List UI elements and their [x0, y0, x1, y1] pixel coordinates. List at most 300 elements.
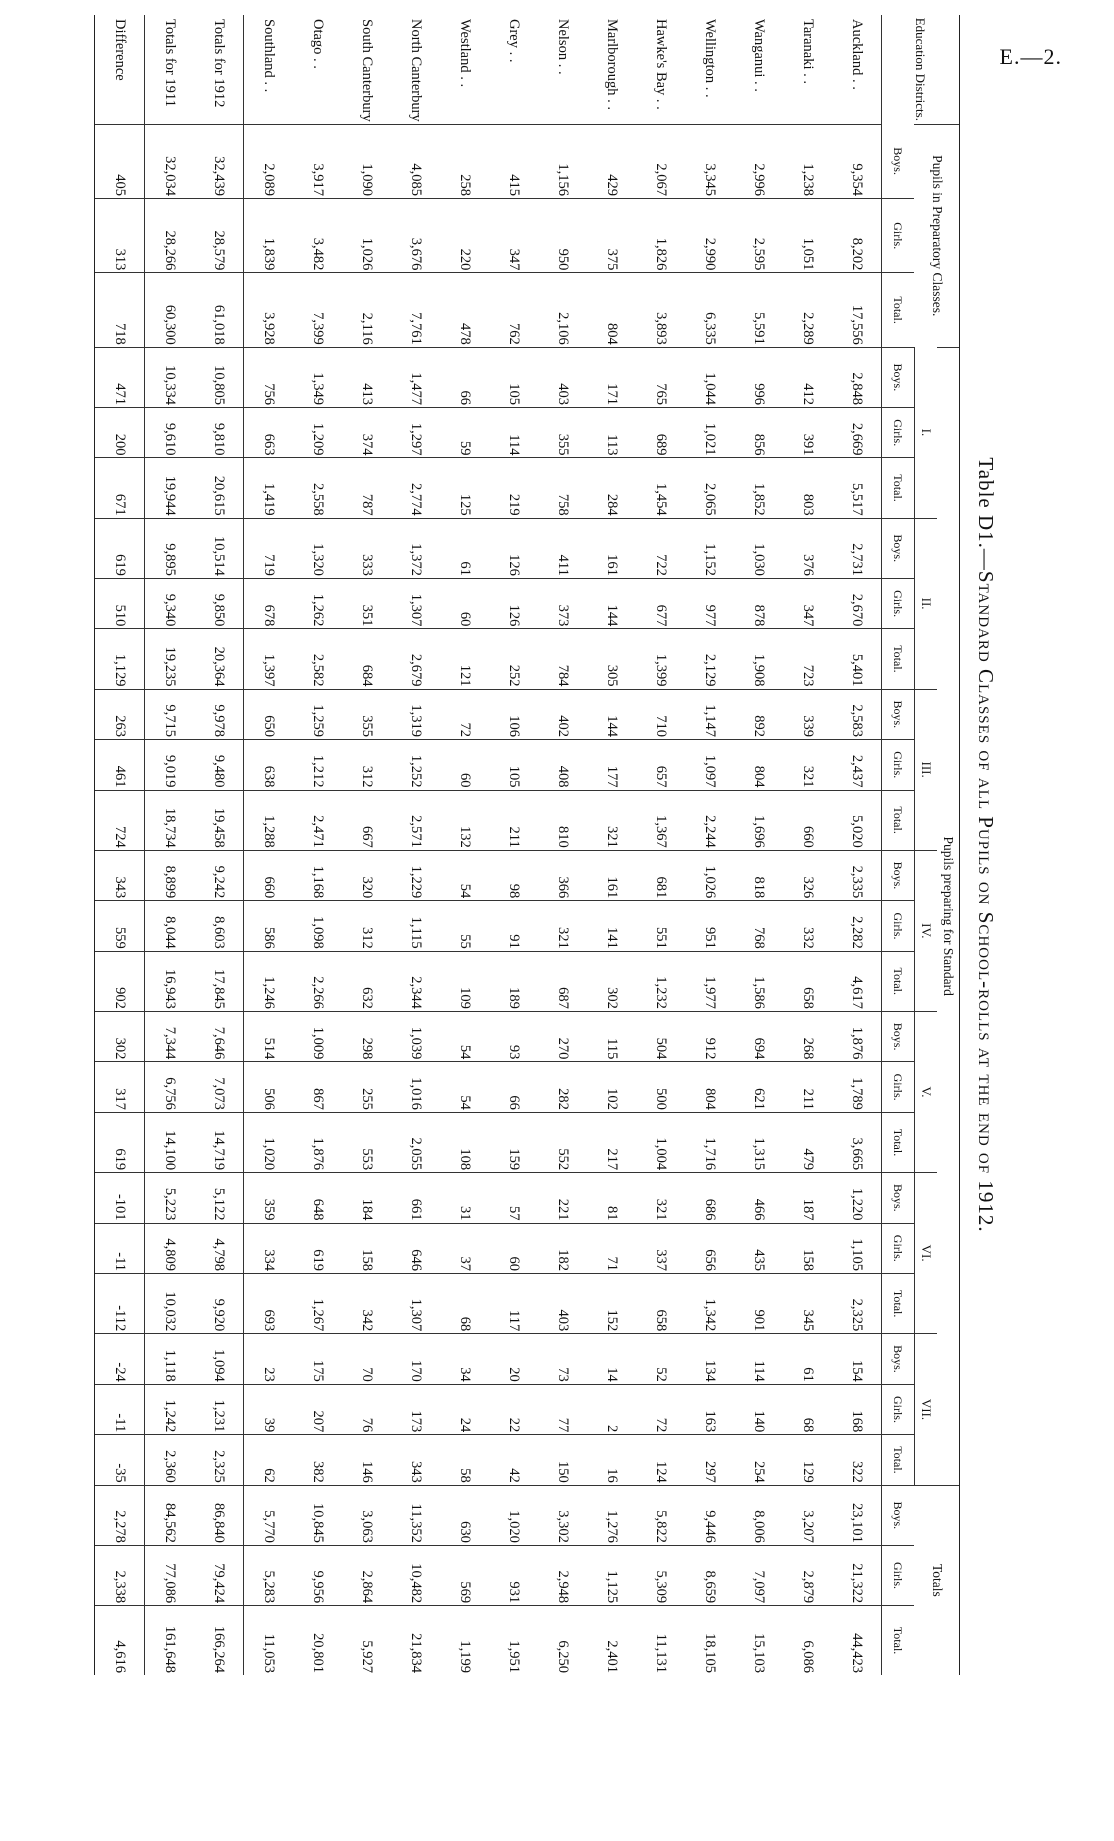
- table-cell: 18,734: [145, 790, 195, 850]
- table-cell: 5,591: [734, 273, 783, 347]
- table-cell: 8,202: [832, 199, 882, 273]
- district-name: Nelson . .: [555, 19, 571, 75]
- table-cell: 3,345: [685, 124, 734, 198]
- table-cell: 681: [636, 850, 685, 900]
- table-cell: 54: [440, 850, 489, 900]
- table-cell: 86,840: [194, 1485, 244, 1545]
- table-cell: 510: [95, 578, 145, 628]
- table-row: [734, 15, 783, 1675]
- table-row: [538, 15, 587, 1675]
- district-name: North Canterbury: [408, 19, 424, 122]
- header-totals: Totals: [915, 1485, 960, 1675]
- table-cell: 182: [538, 1223, 587, 1273]
- table-cell: 7,097: [734, 1545, 783, 1605]
- table-cell: 1,586: [734, 951, 783, 1011]
- table-cell: 1,367: [636, 790, 685, 850]
- table-cell: 2,089: [244, 124, 294, 198]
- table-cell: 320: [342, 850, 391, 900]
- table-cell: 14: [587, 1334, 636, 1384]
- table-cell: 784: [538, 629, 587, 689]
- table-cell: 5,927: [342, 1606, 391, 1675]
- table-cell: 671: [95, 458, 145, 518]
- table-cell: 2,055: [391, 1112, 440, 1172]
- table-cell: 2,065: [685, 458, 734, 518]
- header-total: Total.: [882, 273, 915, 347]
- table-cell: 72: [636, 1384, 685, 1434]
- table-cell: 5,517: [832, 458, 882, 518]
- table-cell: 2,848: [832, 347, 882, 407]
- table-cell: 102: [587, 1062, 636, 1112]
- table-row: [783, 15, 832, 1675]
- table-cell: 996: [734, 347, 783, 407]
- table-cell: 569: [440, 1545, 489, 1605]
- totals-row: [145, 15, 195, 1675]
- table-cell: 803: [783, 458, 832, 518]
- table-cell: 21,834: [391, 1606, 440, 1675]
- table-cell: 6,250: [538, 1606, 587, 1675]
- table-cell: 1,030: [734, 518, 783, 578]
- table-cell: 1,349: [293, 347, 342, 407]
- table-cell: 141: [587, 901, 636, 951]
- table-cell: 902: [95, 951, 145, 1011]
- table-cell: 154: [832, 1334, 882, 1384]
- table-cell: 39: [244, 1384, 294, 1434]
- table-cell: 20,615: [194, 458, 244, 518]
- table-cell: 657: [636, 740, 685, 790]
- table-cell: 1,026: [685, 850, 734, 900]
- table-cell: 1,789: [832, 1062, 882, 1112]
- table-cell: 901: [734, 1274, 783, 1334]
- table-cell: 332: [783, 901, 832, 951]
- table-cell: 2,282: [832, 901, 882, 951]
- table-cell: 334: [244, 1223, 294, 1273]
- table-cell: 144: [587, 578, 636, 628]
- table-cell: 1,026: [342, 199, 391, 273]
- table-cell: 60,300: [145, 273, 195, 347]
- table-cell: 21,322: [832, 1545, 882, 1605]
- table-cell: 10,845: [293, 1485, 342, 1545]
- table-cell: 366: [538, 850, 587, 900]
- table-row: [293, 15, 342, 1675]
- table-cell: 4,616: [95, 1606, 145, 1675]
- table-row: [685, 15, 734, 1675]
- table-cell: 5,309: [636, 1545, 685, 1605]
- header-standard-5: V.: [915, 1011, 938, 1172]
- table-cell: 254: [734, 1435, 783, 1485]
- table-cell: 9,810: [194, 407, 244, 457]
- table-cell: 912: [685, 1011, 734, 1061]
- table-cell: 20: [489, 1334, 538, 1384]
- table-cell: 403: [538, 347, 587, 407]
- table-row: [391, 15, 440, 1675]
- table-cell: 1,876: [832, 1011, 882, 1061]
- header-boys: Boys.: [882, 518, 915, 578]
- table-cell: 1,696: [734, 790, 783, 850]
- table-cell: 321: [636, 1173, 685, 1223]
- table-cell: 345: [783, 1274, 832, 1334]
- table-cell: -11: [95, 1223, 145, 1273]
- table-cell: 9,446: [685, 1485, 734, 1545]
- table-cell: 34: [440, 1334, 489, 1384]
- table-cell: 219: [489, 458, 538, 518]
- table-cell: 161,648: [145, 1606, 195, 1675]
- table-cell: 878: [734, 578, 783, 628]
- table-cell: 302: [95, 1011, 145, 1061]
- table-cell: 9,895: [145, 518, 195, 578]
- table-cell: 2,595: [734, 199, 783, 273]
- table-cell: 1,977: [685, 951, 734, 1011]
- table-cell: 81: [587, 1173, 636, 1223]
- table-cell: 115: [587, 1011, 636, 1061]
- table-cell: 758: [538, 458, 587, 518]
- table-cell: 76: [342, 1384, 391, 1434]
- table-cell: 1,276: [587, 1485, 636, 1545]
- table-cell: 117: [489, 1274, 538, 1334]
- header-girls: Girls.: [882, 407, 915, 457]
- table-cell: 326: [783, 850, 832, 900]
- table-cell: 7,761: [391, 273, 440, 347]
- header-girls: Girls.: [882, 1384, 915, 1434]
- table-cell: 1,129: [95, 629, 145, 689]
- table-cell: 677: [636, 578, 685, 628]
- table-cell: 1,246: [244, 951, 294, 1011]
- table-cell: 114: [734, 1334, 783, 1384]
- table-cell: 140: [734, 1384, 783, 1434]
- table-cell: 10,334: [145, 347, 195, 407]
- table-cell: 263: [95, 689, 145, 739]
- table-cell: 663: [244, 407, 294, 457]
- table-cell: 4,809: [145, 1223, 195, 1273]
- table-cell: 1,477: [391, 347, 440, 407]
- table-cell: 660: [783, 790, 832, 850]
- table-cell: 411: [538, 518, 587, 578]
- table-cell: 200: [95, 407, 145, 457]
- table-cell: 11,131: [636, 1606, 685, 1675]
- table-cell: 632: [342, 951, 391, 1011]
- table-cell: 724: [95, 790, 145, 850]
- table-cell: 1,252: [391, 740, 440, 790]
- table-cell: 478: [440, 273, 489, 347]
- table-cell: 343: [95, 850, 145, 900]
- header-girls: Girls.: [882, 1223, 915, 1273]
- table-cell: 2,471: [293, 790, 342, 850]
- table-cell: 382: [293, 1435, 342, 1485]
- table-cell: 37: [440, 1223, 489, 1273]
- table-cell: 61: [783, 1334, 832, 1384]
- table-cell: 678: [244, 578, 294, 628]
- table-cell: 359: [244, 1173, 294, 1223]
- table-cell: 1,716: [685, 1112, 734, 1172]
- header-girls: Girls.: [882, 1545, 915, 1605]
- table-cell: 1,147: [685, 689, 734, 739]
- header-education-districts: Education Districts.: [882, 15, 960, 124]
- table-cell: 1,152: [685, 518, 734, 578]
- page-reference: E.—2.: [999, 44, 1062, 69]
- table-cell: 189: [489, 951, 538, 1011]
- table-cell: 1,125: [587, 1545, 636, 1605]
- table-cell: 413: [342, 347, 391, 407]
- district-name: Westland . .: [457, 19, 473, 88]
- table-cell: 1,242: [145, 1384, 195, 1434]
- table-cell: 1,016: [391, 1062, 440, 1112]
- table-cell: 3,665: [832, 1112, 882, 1172]
- header-boys: Boys.: [882, 124, 915, 198]
- table-cell: 756: [244, 347, 294, 407]
- table-cell: 3,302: [538, 1485, 587, 1545]
- table-cell: 656: [685, 1223, 734, 1273]
- header-standard-6: VI.: [915, 1173, 938, 1334]
- table-cell: 1,259: [293, 689, 342, 739]
- table-cell: 60: [489, 1223, 538, 1273]
- table-cell: 3,893: [636, 273, 685, 347]
- table-cell: 134: [685, 1334, 734, 1384]
- table-cell: 619: [95, 518, 145, 578]
- header-standard-3: III.: [915, 689, 938, 850]
- header-boys: Boys.: [882, 347, 915, 407]
- table-cell: 60: [440, 578, 489, 628]
- table-cell: 9,978: [194, 689, 244, 739]
- table-row: [587, 15, 636, 1675]
- table-cell: 282: [538, 1062, 587, 1112]
- table-cell: 163: [685, 1384, 734, 1434]
- table-cell: 10,514: [194, 518, 244, 578]
- table-cell: 931: [489, 1545, 538, 1605]
- table-cell: 553: [342, 1112, 391, 1172]
- header-total: Total.: [882, 1112, 915, 1172]
- table-cell: 658: [636, 1274, 685, 1334]
- table-cell: 2,401: [587, 1606, 636, 1675]
- table-cell: 375: [587, 199, 636, 273]
- table-cell: 9,340: [145, 578, 195, 628]
- table-cell: 9,610: [145, 407, 195, 457]
- table-cell: 108: [440, 1112, 489, 1172]
- table-cell: 2,344: [391, 951, 440, 1011]
- header-pupils-preparing: Pupils preparing for Standard: [937, 347, 960, 1485]
- table-cell: 3,207: [783, 1485, 832, 1545]
- table-cell: 684: [342, 629, 391, 689]
- table-cell: 161: [587, 850, 636, 900]
- table-cell: 408: [538, 740, 587, 790]
- table-cell: 762: [489, 273, 538, 347]
- table-cell: 2,731: [832, 518, 882, 578]
- table-cell: 312: [342, 740, 391, 790]
- table-cell: 892: [734, 689, 783, 739]
- table-cell: 268: [783, 1011, 832, 1061]
- table-cell: 710: [636, 689, 685, 739]
- table-cell: 298: [342, 1011, 391, 1061]
- table-cell: -101: [95, 1173, 145, 1223]
- table-cell: 667: [342, 790, 391, 850]
- table-cell: 2,106: [538, 273, 587, 347]
- table-cell: 856: [734, 407, 783, 457]
- table-cell: 351: [342, 578, 391, 628]
- table-cell: 6,756: [145, 1062, 195, 1112]
- table-cell: 619: [293, 1223, 342, 1273]
- table-title-prefix: Table D1.—: [974, 457, 998, 571]
- table-cell: 55: [440, 901, 489, 951]
- header-total: Total.: [882, 951, 915, 1011]
- table-cell: 109: [440, 951, 489, 1011]
- table-cell: 14,100: [145, 1112, 195, 1172]
- table-cell: 804: [685, 1062, 734, 1112]
- district-name: Taranaki . .: [800, 19, 816, 85]
- table-cell: 2,325: [832, 1274, 882, 1334]
- table-cell: 15,103: [734, 1606, 783, 1675]
- table-cell: 166,264: [194, 1606, 244, 1675]
- table-cell: 207: [293, 1384, 342, 1434]
- table-cell: 8,603: [194, 901, 244, 951]
- table-cell: 694: [734, 1011, 783, 1061]
- table-cell: 14,719: [194, 1112, 244, 1172]
- table-cell: -24: [95, 1334, 145, 1384]
- table-cell: 347: [783, 578, 832, 628]
- table-cell: 211: [783, 1062, 832, 1112]
- table-cell: 255: [342, 1062, 391, 1112]
- table-cell: 1,307: [391, 1274, 440, 1334]
- table-cell: 1,826: [636, 199, 685, 273]
- table-cell: 3,482: [293, 199, 342, 273]
- table-cell: 1,098: [293, 901, 342, 951]
- table-cell: 415: [489, 124, 538, 198]
- table-cell: 221: [538, 1173, 587, 1223]
- table-cell: 559: [95, 901, 145, 951]
- table-cell: 9,242: [194, 850, 244, 900]
- district-name: Otago . .: [310, 19, 326, 69]
- table-cell: 2,582: [293, 629, 342, 689]
- table-cell: 23: [244, 1334, 294, 1384]
- table-cell: 646: [391, 1223, 440, 1273]
- table-cell: 171: [587, 347, 636, 407]
- table-cell: 1,908: [734, 629, 783, 689]
- table-cell: 630: [440, 1485, 489, 1545]
- table-cell: 5,283: [244, 1545, 294, 1605]
- table-cell: 312: [342, 901, 391, 951]
- table-cell: 5,020: [832, 790, 882, 850]
- table-cell: 10,805: [194, 347, 244, 407]
- table-cell: 158: [783, 1223, 832, 1273]
- table-cell: 270: [538, 1011, 587, 1061]
- table-cell: 2,990: [685, 199, 734, 273]
- table-cell: 2,266: [293, 951, 342, 1011]
- district-name: Grey . .: [506, 19, 522, 63]
- table-cell: 1,372: [391, 518, 440, 578]
- table-cell: 17,556: [832, 273, 882, 347]
- table-cell: 11,352: [391, 1485, 440, 1545]
- table-cell: 20,364: [194, 629, 244, 689]
- table-cell: 3,676: [391, 199, 440, 273]
- table-cell: 867: [293, 1062, 342, 1112]
- table-cell: 144: [587, 689, 636, 739]
- district-name: Wanganui . .: [751, 19, 767, 92]
- table-cell: 650: [244, 689, 294, 739]
- table-cell: 66: [489, 1062, 538, 1112]
- table-cell: 152: [587, 1274, 636, 1334]
- table-cell: 951: [685, 901, 734, 951]
- table-cell: 54: [440, 1062, 489, 1112]
- table-cell: 9,715: [145, 689, 195, 739]
- table-cell: 32,439: [194, 124, 244, 198]
- table-cell: 57: [489, 1173, 538, 1223]
- header-boys: Boys.: [882, 1011, 915, 1061]
- table-cell: 2,670: [832, 578, 882, 628]
- table-cell: 105: [489, 347, 538, 407]
- district-name: South Canterbury: [359, 19, 375, 122]
- table-cell: 125: [440, 458, 489, 518]
- table-cell: 5,770: [244, 1485, 294, 1545]
- table-cell: 402: [538, 689, 587, 739]
- table-cell: 7,073: [194, 1062, 244, 1112]
- table-cell: 2,129: [685, 629, 734, 689]
- table-cell: 105: [489, 740, 538, 790]
- table-cell: 5,822: [636, 1485, 685, 1545]
- table-cell: 8,044: [145, 901, 195, 951]
- table-cell: 1,315: [734, 1112, 783, 1172]
- table-cell: 114: [489, 407, 538, 457]
- table-cell: 660: [244, 850, 294, 900]
- table-cell: 950: [538, 199, 587, 273]
- table-row: [244, 15, 294, 1675]
- table-cell: 313: [95, 199, 145, 273]
- header-total: Total.: [882, 458, 915, 518]
- table-cell: 297: [685, 1435, 734, 1485]
- table-cell: 9,956: [293, 1545, 342, 1605]
- table-cell: 3,917: [293, 124, 342, 198]
- table-cell: 23,101: [832, 1485, 882, 1545]
- table-cell: 1,021: [685, 407, 734, 457]
- table-cell: 412: [783, 347, 832, 407]
- table-cell: 2,338: [95, 1545, 145, 1605]
- table-cell: 9,850: [194, 578, 244, 628]
- table-cell: 187: [783, 1173, 832, 1223]
- table-cell: 68: [783, 1384, 832, 1434]
- table-row: [832, 15, 882, 1675]
- table-cell: 62: [244, 1435, 294, 1485]
- table-cell: 168: [832, 1384, 882, 1434]
- table-cell: 2,558: [293, 458, 342, 518]
- table-cell: 20,801: [293, 1606, 342, 1675]
- header-standard-2: II.: [915, 518, 938, 689]
- table-cell: 1,307: [391, 578, 440, 628]
- table-cell: 337: [636, 1223, 685, 1273]
- table-cell: 24: [440, 1384, 489, 1434]
- table-cell: 58: [440, 1435, 489, 1485]
- table-cell: 2,289: [783, 273, 832, 347]
- table-cell: 217: [587, 1112, 636, 1172]
- district-name: Hawke's Bay . .: [653, 19, 669, 110]
- table-cell: 170: [391, 1334, 440, 1384]
- table-cell: 7,344: [145, 1011, 195, 1061]
- table-cell: 9,480: [194, 740, 244, 790]
- table-cell: -35: [95, 1435, 145, 1485]
- table-cell: 8,659: [685, 1545, 734, 1605]
- table-cell: 1,876: [293, 1112, 342, 1172]
- table-cell: 321: [783, 740, 832, 790]
- table-cell: 719: [244, 518, 294, 578]
- table-title: [966, 0, 1006, 1700]
- table-cell: 3,928: [244, 273, 294, 347]
- table-cell: 1,212: [293, 740, 342, 790]
- table-cell: 54: [440, 1011, 489, 1061]
- table-cell: 1,342: [685, 1274, 734, 1334]
- table-cell: 22: [489, 1384, 538, 1434]
- table-cell: 70: [342, 1334, 391, 1384]
- header-standard-1: I.: [915, 347, 938, 518]
- table-cell: 342: [342, 1274, 391, 1334]
- table-cell: 73: [538, 1334, 587, 1384]
- header-total: Total.: [882, 790, 915, 850]
- table-cell: 1,044: [685, 347, 734, 407]
- table-cell: 2,067: [636, 124, 685, 198]
